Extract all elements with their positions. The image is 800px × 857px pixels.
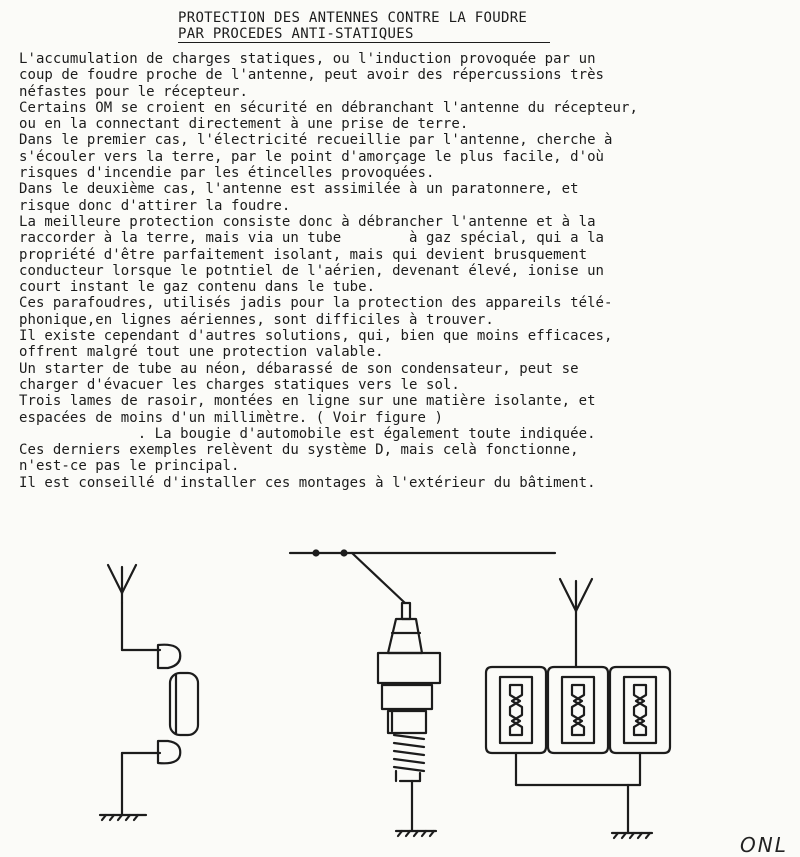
text-line: risques d'incendie par les étincelles provoquées. xyxy=(19,165,435,182)
text-line: coup de foudre proche de l'antenne, peut avoir des répercussions très xyxy=(19,67,605,84)
text-line: propriété d'être parfaitement isolant, mais qui devient brusquement xyxy=(19,246,588,263)
text-line: Ces parafoudres, utilisés jadis pour la protection des appareils télé- xyxy=(19,295,613,312)
ground-symbol-1 xyxy=(100,815,146,820)
text-line: charger d'évacuer les charges statiques vers le sol. xyxy=(19,376,460,393)
antenna-icon xyxy=(108,565,136,603)
document-title xyxy=(178,10,550,43)
antenna-icon xyxy=(560,579,592,667)
text-line: n'est-ce pas le principal. xyxy=(19,458,240,475)
text-line: Dans le premier cas, l'électricité recueillie par l'antenne, cherche à xyxy=(19,132,613,149)
title-line-1: PROTECTION DES ANTENNES CONTRE LA FOUDRE xyxy=(178,10,528,26)
text-line: ou en la connectant directement à une prise de terre. xyxy=(19,116,469,133)
protection-figure xyxy=(0,535,800,855)
spark-plug-drawing xyxy=(290,551,555,837)
text-line: Certains OM se croient en sécurité en débranchant l'antenne du récepteur, xyxy=(19,99,638,116)
text-line: phonique,en lignes aériennes, sont difficiles à trouver. xyxy=(19,311,494,328)
ground-symbol-2 xyxy=(396,831,436,836)
razor-blades-drawing xyxy=(486,579,670,838)
text-line: Il est conseillé d'installer ces montages à l'extérieur du bâtiment. xyxy=(19,474,596,491)
text-line: L'accumulation de charges statiques, ou l'induction provoquée par un xyxy=(19,51,596,67)
text-line: Dans le deuxième cas, l'antenne est assimilée à un paratonnere, et xyxy=(19,181,579,198)
text-line: . La bougie d'automobile est également toute indiquée. xyxy=(19,425,596,442)
text-line: Ces derniers exemples relèvent du système D, mais celà fonctionne, xyxy=(19,442,579,459)
text-line: offrent malgré tout une protection valable. xyxy=(19,344,384,361)
title-line-2: PAR PROCEDES ANTI-STATIQUES xyxy=(178,26,550,43)
text-line: risque donc d'attirer la foudre. xyxy=(19,197,291,214)
text-line: Il existe cependant d'autres solutions, qui, bien que moins efficaces, xyxy=(19,328,613,345)
body-text xyxy=(19,51,794,491)
text-line: La meilleure protection consiste donc à débrancher l'antenne et à la xyxy=(19,213,596,230)
author-signature: ONL xyxy=(740,833,788,857)
ground-symbol-3 xyxy=(612,833,652,838)
neon-starter-drawing xyxy=(100,565,198,820)
text-line: court instant le gaz contenu dans le tube. xyxy=(19,279,376,296)
text-line: raccorder à la terre, mais via un tube à gaz spécial, qui a la xyxy=(19,230,605,247)
text-line: s'écouler vers la terre, par le point d'amorçage le plus facile, d'où xyxy=(19,148,605,165)
text-line: Trois lames de rasoir, montées en ligne sur une matière isolante, et xyxy=(19,393,596,410)
text-line: conducteur lorsque le potntiel de l'aérien, devenant élevé, ionise un xyxy=(19,262,605,279)
text-line: néfastes pour le récepteur. xyxy=(19,83,248,100)
text-line: Un starter de tube au néon, débarassé de son condensateur, peut se xyxy=(19,360,579,377)
text-line: espacées de moins d'un millimètre. ( Voir figure ) xyxy=(19,409,443,426)
